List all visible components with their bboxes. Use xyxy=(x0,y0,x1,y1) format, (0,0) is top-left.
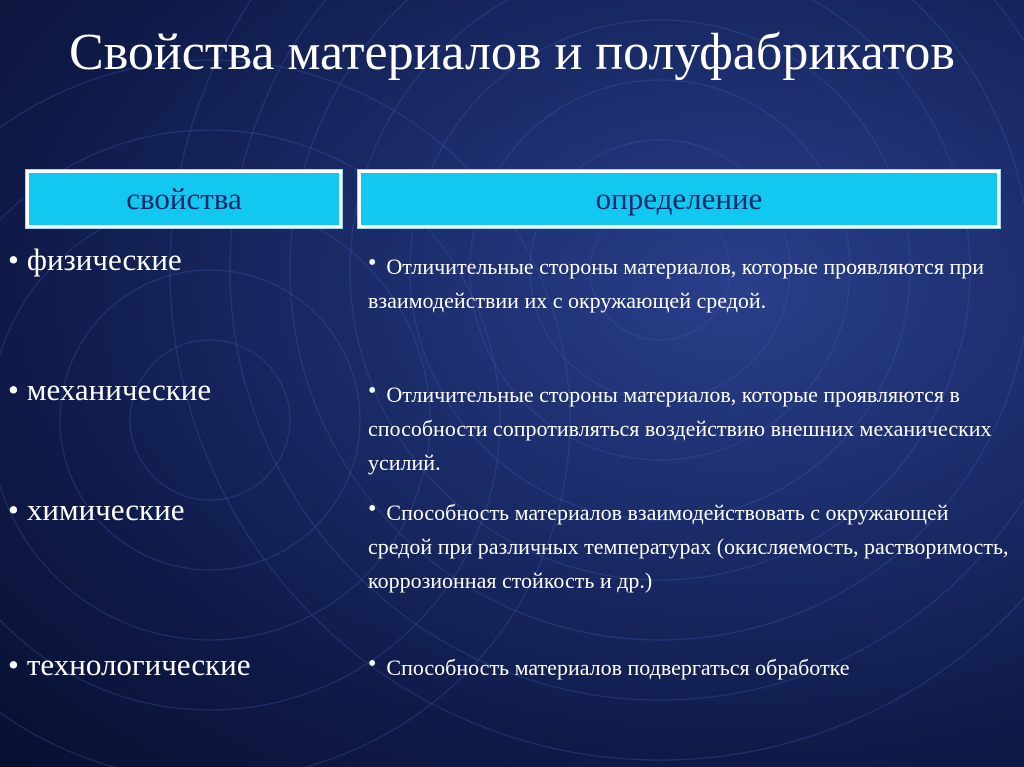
bullet-icon: • xyxy=(8,372,19,407)
bullet-icon: • xyxy=(368,250,377,276)
definition-item xyxy=(368,250,1013,318)
definition-item xyxy=(368,496,1013,598)
definition-header: определение xyxy=(358,170,1000,228)
properties-header: свойства xyxy=(26,170,342,228)
property-label: технологические xyxy=(26,647,251,682)
definition-text: Способность материалов подвергаться обработке xyxy=(386,655,850,680)
slide-title: Свойства материалов и полуфабрикатов xyxy=(69,24,955,81)
bullet-icon: • xyxy=(368,378,377,404)
definition-text: Отличительные стороны материалов, которые проявляются при взаимодействии их с окружающей средой. xyxy=(368,254,985,313)
property-label: физические xyxy=(26,242,182,277)
bullet-icon: • xyxy=(368,651,377,677)
property-item xyxy=(8,242,182,278)
bullet-icon: • xyxy=(8,242,19,277)
property-label: механические xyxy=(26,372,212,407)
property-item xyxy=(8,372,211,408)
definition-item xyxy=(368,651,1013,685)
definition-text: Отличительные стороны материалов, которые проявляются в способности сопротивляться воздействию внешних механических усилий. xyxy=(368,382,992,475)
bullet-icon: • xyxy=(368,496,377,522)
bullet-icon: • xyxy=(8,647,19,682)
definition-item xyxy=(368,378,1013,480)
property-item xyxy=(8,492,184,528)
property-label: химические xyxy=(26,492,185,527)
bullet-icon: • xyxy=(8,492,19,527)
definition-text: Способность материалов взаимодействовать с окружающей средой при различных температурах (окисляемость, растворимость, коррозионная стойкость и др.) xyxy=(368,500,1009,593)
property-item xyxy=(8,647,251,683)
